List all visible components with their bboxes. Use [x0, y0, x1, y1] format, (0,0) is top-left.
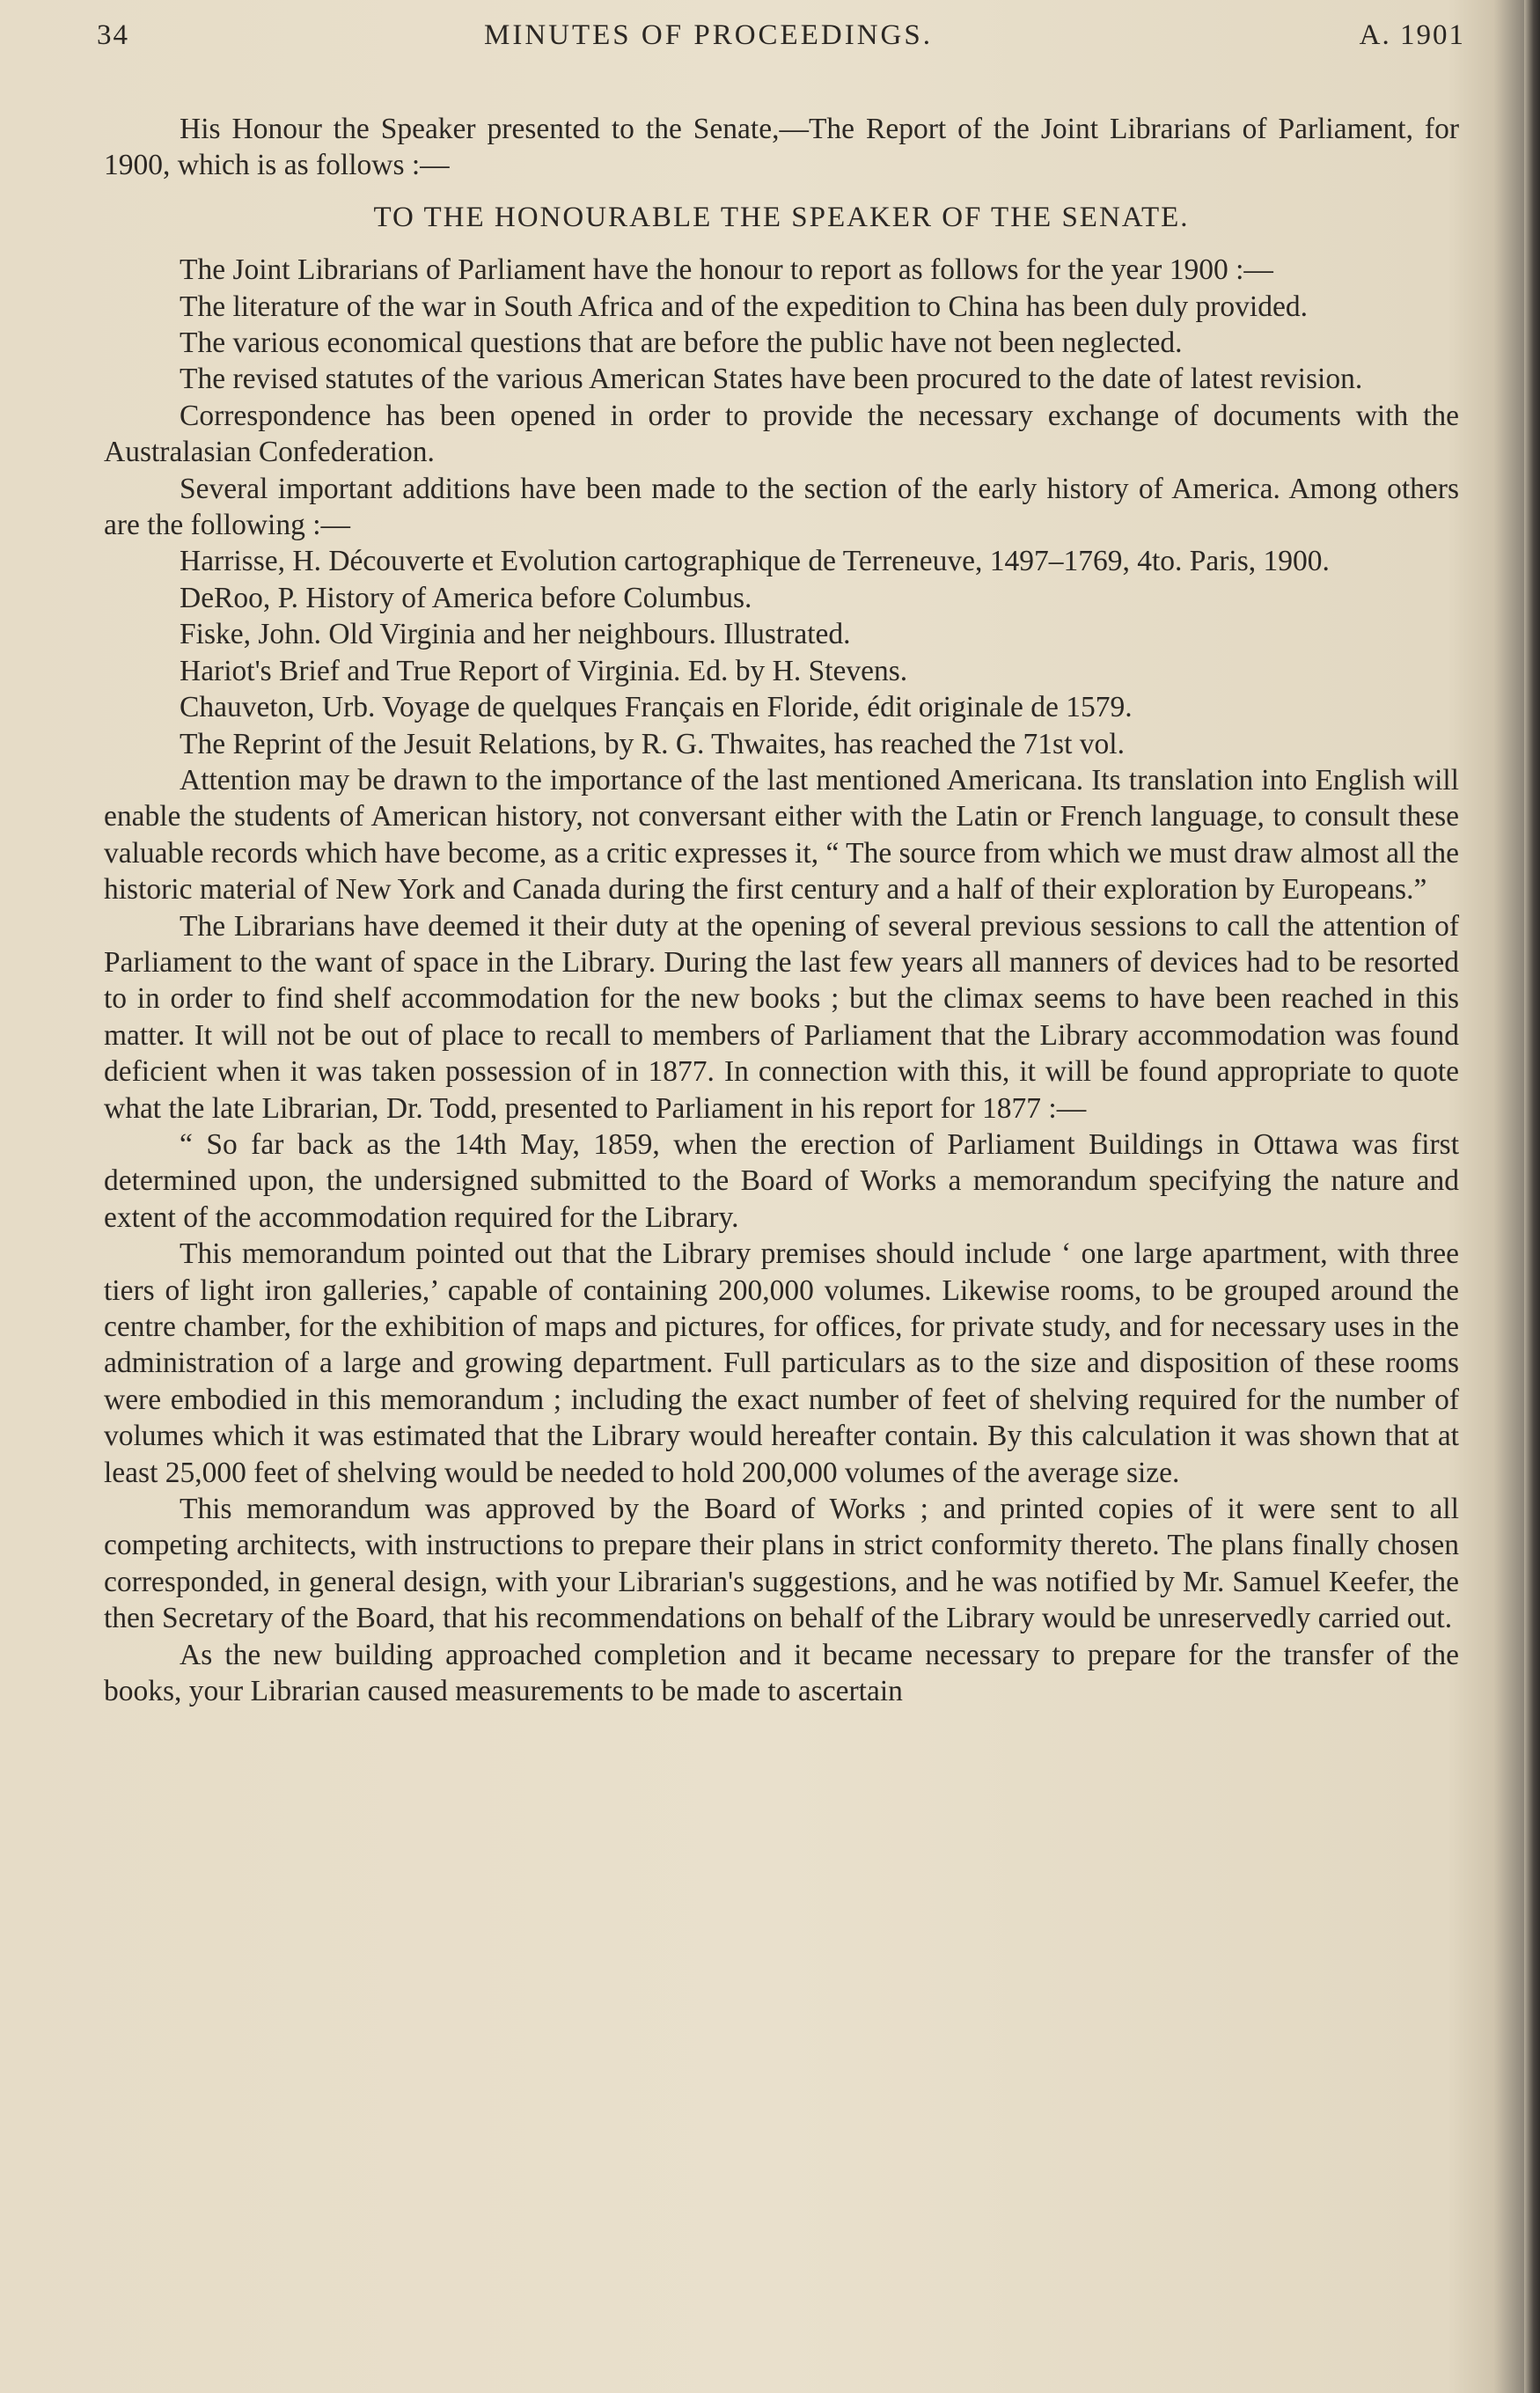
running-title: MINUTES OF PROCEEDINGS. [484, 19, 933, 51]
page-number: 34 [97, 19, 129, 51]
reference-item: Fiske, John. Old Virginia and her neighbours. Illustrated. [180, 618, 851, 651]
paragraph: This memorandum was approved by the Board of Works ; and printed copies of it were sent to all competing architects, with instructions to prepare their plans in strict conformity thereto. The plans finally chosen corresponded, in general design, with your Librarian's suggestions, and he was notified by Mr. Samuel Keefer, the then Secretary of the Board, that his recommendations on behalf of the Library would be unreservedly carried out. [104, 1493, 1459, 1635]
reference-item: The Reprint of the Jesuit Relations, by R. G. Thwaites, has reached the 71st vol. [180, 727, 1125, 760]
paragraph: The Joint Librarians of Parliament have the honour to report as follows for the year 1900 :— [180, 253, 1273, 287]
page-edge-shadow [1524, 0, 1540, 2393]
reference-item: Chauveton, Urb. Voyage de quelques Français en Floride, édit originale de 1579. [180, 691, 1133, 724]
reference-item: Harrisse, H. Découverte et Evolution cartographique de Terreneuve, 1497–1769, 4to. Paris, 1900. [180, 545, 1330, 578]
intro-paragraph: His Honour the Speaker presented to the Senate,—The Report of the Joint Librarians of Parliament, for 1900, which is as follows :— [104, 113, 1459, 182]
page-body [104, 111, 1459, 1709]
paragraph: The Librarians have deemed it their duty at the opening of several previous sessions to call the attention of Parliament to the want of space in the Library. During the last few years all manners of devices had to be resorted to in order to find shelf accommodation for the new books ; but the climax seems to have been reached in this matter. It will not be out of place to recall to members of Parliament that the Library accommodation was found deficient when it was taken possession of in 1877. In connection with this, it will be found appropriate to quote what the late Librarian, Dr. Todd, presented to Parliament in his report for 1877 :— [104, 909, 1459, 1125]
quoted-paragraph: “ So far back as the 14th May, 1859, when the erection of Parliament Buildings in Ottawa was first determined upon, the undersigned submitted to the Board of Works a memorandum specifying the nature and extent of the accommodation required for the Library. [104, 1127, 1459, 1234]
reference-item: Hariot's Brief and True Report of Virginia. Ed. by H. Stevens. [180, 654, 908, 687]
paragraph: The revised statutes of the various American States have been procured to the date of latest revision. [180, 363, 1363, 396]
paragraph: Correspondence has been opened in order to provide the necessary exchange of documents with the Australasian Confederation. [104, 399, 1459, 469]
paragraph: The literature of the war in South Africa and of the expedition to China has been duly provided. [180, 290, 1308, 323]
paragraph: The various economical questions that are before the public have not been neglected. [180, 327, 1183, 360]
paragraph: As the new building approached completion and it became necessary to prepare for the transfer of the books, your Librarian caused measurements to be made to ascertain [104, 1638, 1459, 1708]
report-heading: TO THE HONOURABLE THE SPEAKER OF THE SENATE. [373, 201, 1190, 233]
paragraph: Several important additions have been made to the section of the early history of America. Among others are the following :— [104, 472, 1459, 542]
paragraph: This memorandum pointed out that the Library premises should include ‘ one large apartment, with three tiers of light iron galleries,’ capable of containing 200,000 volumes. Likewise rooms, to be grouped around the centre chamber, for the exhibition of maps and pictures, for offices, for private study, and for necessary uses in the administration of a large and growing department. Full particulars as to the size and disposition of these rooms were embodied in this memorandum ; including the exact number of feet of shelving required for the number of volumes which it was estimated that the Library would hereafter contain. By this calculation it was shown that at least 25,000 feet of shelving would be needed to hold 200,000 volumes of the average size. [104, 1237, 1459, 1489]
sessional-year: A. 1901 [1359, 19, 1465, 51]
reference-item: DeRoo, P. History of America before Columbus. [180, 581, 752, 614]
page-header [97, 19, 1465, 63]
paragraph: Attention may be drawn to the importance of the last mentioned Americana. Its translation into English will enable the students of American history, not conversant either with the Latin or French language, to consult these valuable records which have become, as a critic expresses it, “ The source from which we must draw almost all the historic material of New York and Canada during the first century and a half of their exploration by Europeans.” [104, 763, 1459, 907]
